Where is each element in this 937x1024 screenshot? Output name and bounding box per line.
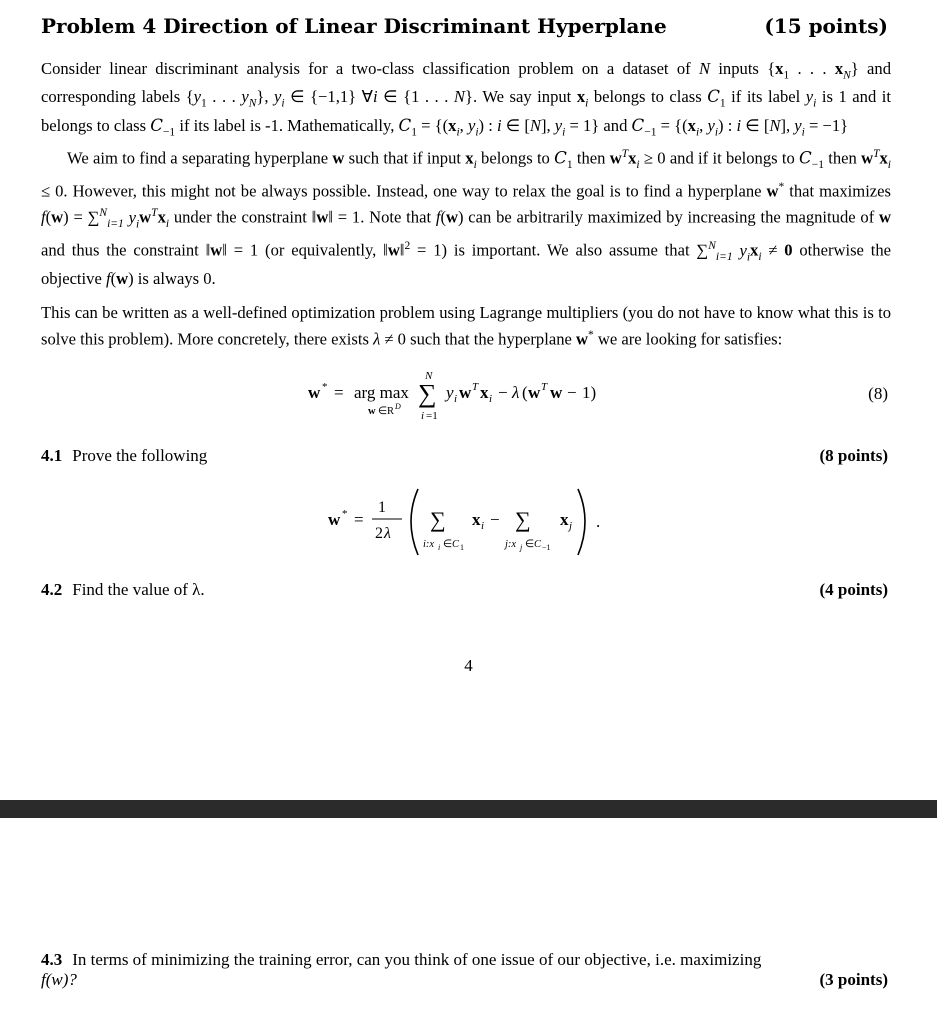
svg-text:x: x	[480, 383, 489, 402]
svg-text:N: N	[425, 370, 433, 382]
intro-text: otherwise the objective	[41, 240, 891, 288]
q43-text: In terms of minimizing the training error, can you think of one issue of our objective, i.e. maximizing	[72, 950, 762, 969]
svg-text:w: w	[550, 383, 563, 402]
q43-number: 4.3	[41, 950, 63, 969]
intro-text: and thus the constraint	[41, 240, 206, 260]
svg-text:C: C	[534, 539, 542, 550]
svg-text:T: T	[541, 381, 548, 393]
svg-text:∈: ∈	[443, 539, 453, 550]
lagrange-text: such that the hyperplane	[405, 329, 577, 349]
svg-text:D: D	[395, 402, 401, 411]
lagrange-text: This can be written as a well-defined optimization problem using Lagrange multipliers (you do not have to know what this is to solve this problem). More concretely, there exists	[41, 303, 891, 349]
q42-text: Find the value of λ.	[72, 580, 205, 599]
svg-text:∑: ∑	[418, 379, 437, 408]
intro-text: belongs to class	[588, 87, 708, 107]
svg-text:i: i	[454, 393, 458, 405]
svg-text:∈: ∈	[378, 406, 388, 417]
svg-text:−: −	[567, 383, 577, 402]
svg-text:i: i	[489, 393, 493, 405]
intro-text: belongs to	[476, 148, 555, 168]
intro-text: if its label is -1. Mathematically,	[175, 115, 399, 135]
intro-text: and corresponding labels	[41, 59, 891, 107]
problem-points: (15 points)	[764, 14, 888, 38]
svg-text:=: =	[354, 510, 364, 529]
q41-points: (8 points)	[819, 446, 888, 465]
intro-text: and	[599, 115, 632, 135]
intro-text: can be arbitrarily maximized by increasing the magnitude of	[463, 207, 879, 227]
intro-text: then	[823, 148, 862, 168]
question-4-1	[41, 446, 888, 466]
intro-text: that maximizes	[784, 181, 891, 201]
svg-text:∑: ∑	[515, 507, 531, 532]
svg-text:−: −	[490, 510, 500, 529]
intro-text: ) is important. We also assume that	[441, 240, 697, 260]
svg-text:i: i	[421, 410, 425, 422]
svg-text:j: j	[520, 543, 523, 552]
q43-text-line2: f(w)?	[41, 970, 77, 989]
intro-text: is 1 and it belongs to class	[41, 87, 892, 135]
svg-text:λ: λ	[512, 383, 520, 402]
svg-text:C: C	[452, 539, 460, 550]
page-number: 4	[464, 656, 473, 675]
svg-text:w: w	[528, 383, 541, 402]
equation-8	[300, 364, 640, 426]
q41-text: Prove the following	[72, 446, 208, 465]
intro-text: . However, this might not be always possible. Instead, one way to relax the goal is to find a hyperplane	[63, 181, 767, 201]
svg-text:i: i	[438, 543, 441, 552]
intro-text: under the constraint	[169, 207, 312, 227]
q41-number: 4.1	[41, 446, 63, 465]
svg-text:T: T	[472, 381, 479, 393]
svg-text:*: *	[342, 508, 348, 520]
question-4-3	[41, 950, 888, 990]
svg-text:∈: ∈	[525, 539, 535, 550]
svg-text:.: .	[596, 512, 601, 531]
svg-text:i: i	[481, 520, 485, 532]
svg-text:λ: λ	[384, 525, 391, 542]
intro-text: and if it belongs to	[665, 148, 800, 168]
lagrange-paragraph: This can be written as a well-defined optimization problem using Lagrange multipliers (you do not have to know what this is to solve this problem). More concretely, there exists λ ≠ 0 such that the hyperplane w* we are looking for satisfies:	[41, 303, 891, 349]
q42-points: (4 points)	[819, 580, 888, 599]
q42-number: 4.2	[41, 580, 63, 599]
svg-text:*: *	[322, 381, 328, 393]
page-divider	[0, 800, 937, 818]
intro-text: inputs	[710, 59, 768, 78]
svg-text:=: =	[334, 383, 344, 402]
lagrange-text: we are looking for satisfies:	[593, 329, 783, 349]
intro-text: . Note that	[360, 207, 436, 227]
intro-paragraph-1: Consider linear discriminant analysis for a two-class classification problem on a dataset of N inputs {$x_1$ . . . $x_N$} and corresponding labels {$y_1$ . . . $y_N$}, $y_i$ ∈ {−1,1} ∀i ∈ {1 . . . N}. We say input $x_i$ belongs to class $C_1$ if its label $y_i$ is 1 and it belongs to class $C_{-1}$ if its label is -1. Mathematically, $C_1 = \{(x_i$, $y_i$) : i ∈ [N], $y_i = 1$} and $C_{-1} = \{(x_i$, $y_i$) : i ∈ [N], $y_i = -1$}	[41, 59, 892, 138]
equation-number: (8)	[868, 384, 888, 403]
svg-text:1): 1)	[582, 383, 597, 402]
svg-text:j:x: j:x	[505, 539, 517, 550]
svg-text:2: 2	[375, 525, 383, 542]
svg-text:w: w	[459, 383, 472, 402]
svg-text:−1: −1	[542, 543, 551, 552]
svg-text:x: x	[560, 510, 569, 529]
svg-text:x: x	[472, 510, 481, 529]
svg-text:1: 1	[378, 499, 386, 516]
svg-text:w: w	[328, 510, 341, 529]
svg-text:∑: ∑	[430, 507, 446, 532]
svg-text:R: R	[387, 406, 395, 417]
svg-text:i:x: i:x	[423, 539, 435, 550]
problem-title: Problem 4 Direction of Linear Discriminant Hyperplane	[41, 14, 667, 38]
svg-text:(: (	[522, 383, 528, 402]
intro-paragraph-2: We aim to find a separating hyperplane w such that if input $x_i$ belongs to $C_1$ then $w^Tx_i \ge 0$ and if it belongs to $C_{-1}$ then $w^Tx_i \le 0$. However, this might not be always possible. Instead, one way to relax the goal is to find a hyperplane w* that maximizes f(w) = ∑$^N_{i=1}$ $y_iw^Tx_i$ under the constraint ‖w‖ = 1. Note that f(w) can be arbitrarily maximized by increasing the magnitude of w and thus the constraint ‖w‖ = 1 (or equivalently, ‖w‖$^2$ = 1) is important. We also assume that ∑$^N_{i=1}$ $y_ix_i \ne 0$ otherwise the objective f(w) is always 0.	[41, 147, 891, 288]
intro-text: Consider linear discriminant analysis for a two-class classification problem on a dataset of	[41, 59, 699, 78]
intro-text: (or equivalently,	[258, 240, 384, 260]
intro-text: such that if input	[344, 148, 466, 168]
q43-points: (3 points)	[819, 970, 888, 989]
svg-text:−: −	[498, 383, 508, 402]
eq8-w-star: w	[308, 383, 321, 402]
intro-text: We aim to find a separating hyperplane	[67, 148, 333, 168]
question-4-2	[41, 580, 888, 600]
intro-text: is always 0.	[133, 269, 216, 288]
svg-text:y: y	[446, 383, 454, 402]
svg-text:j: j	[569, 520, 573, 532]
svg-text:1: 1	[460, 543, 464, 552]
intro-text: . We say input	[472, 87, 577, 107]
equation-4-1	[320, 475, 620, 565]
svg-text:arg max: arg max	[354, 383, 409, 402]
problem-header	[41, 14, 888, 38]
svg-text:w: w	[368, 406, 376, 417]
intro-text: if its label	[725, 87, 806, 107]
intro-text: then	[572, 148, 610, 168]
svg-text:=1: =1	[426, 410, 438, 422]
problem-intro	[41, 58, 891, 290]
